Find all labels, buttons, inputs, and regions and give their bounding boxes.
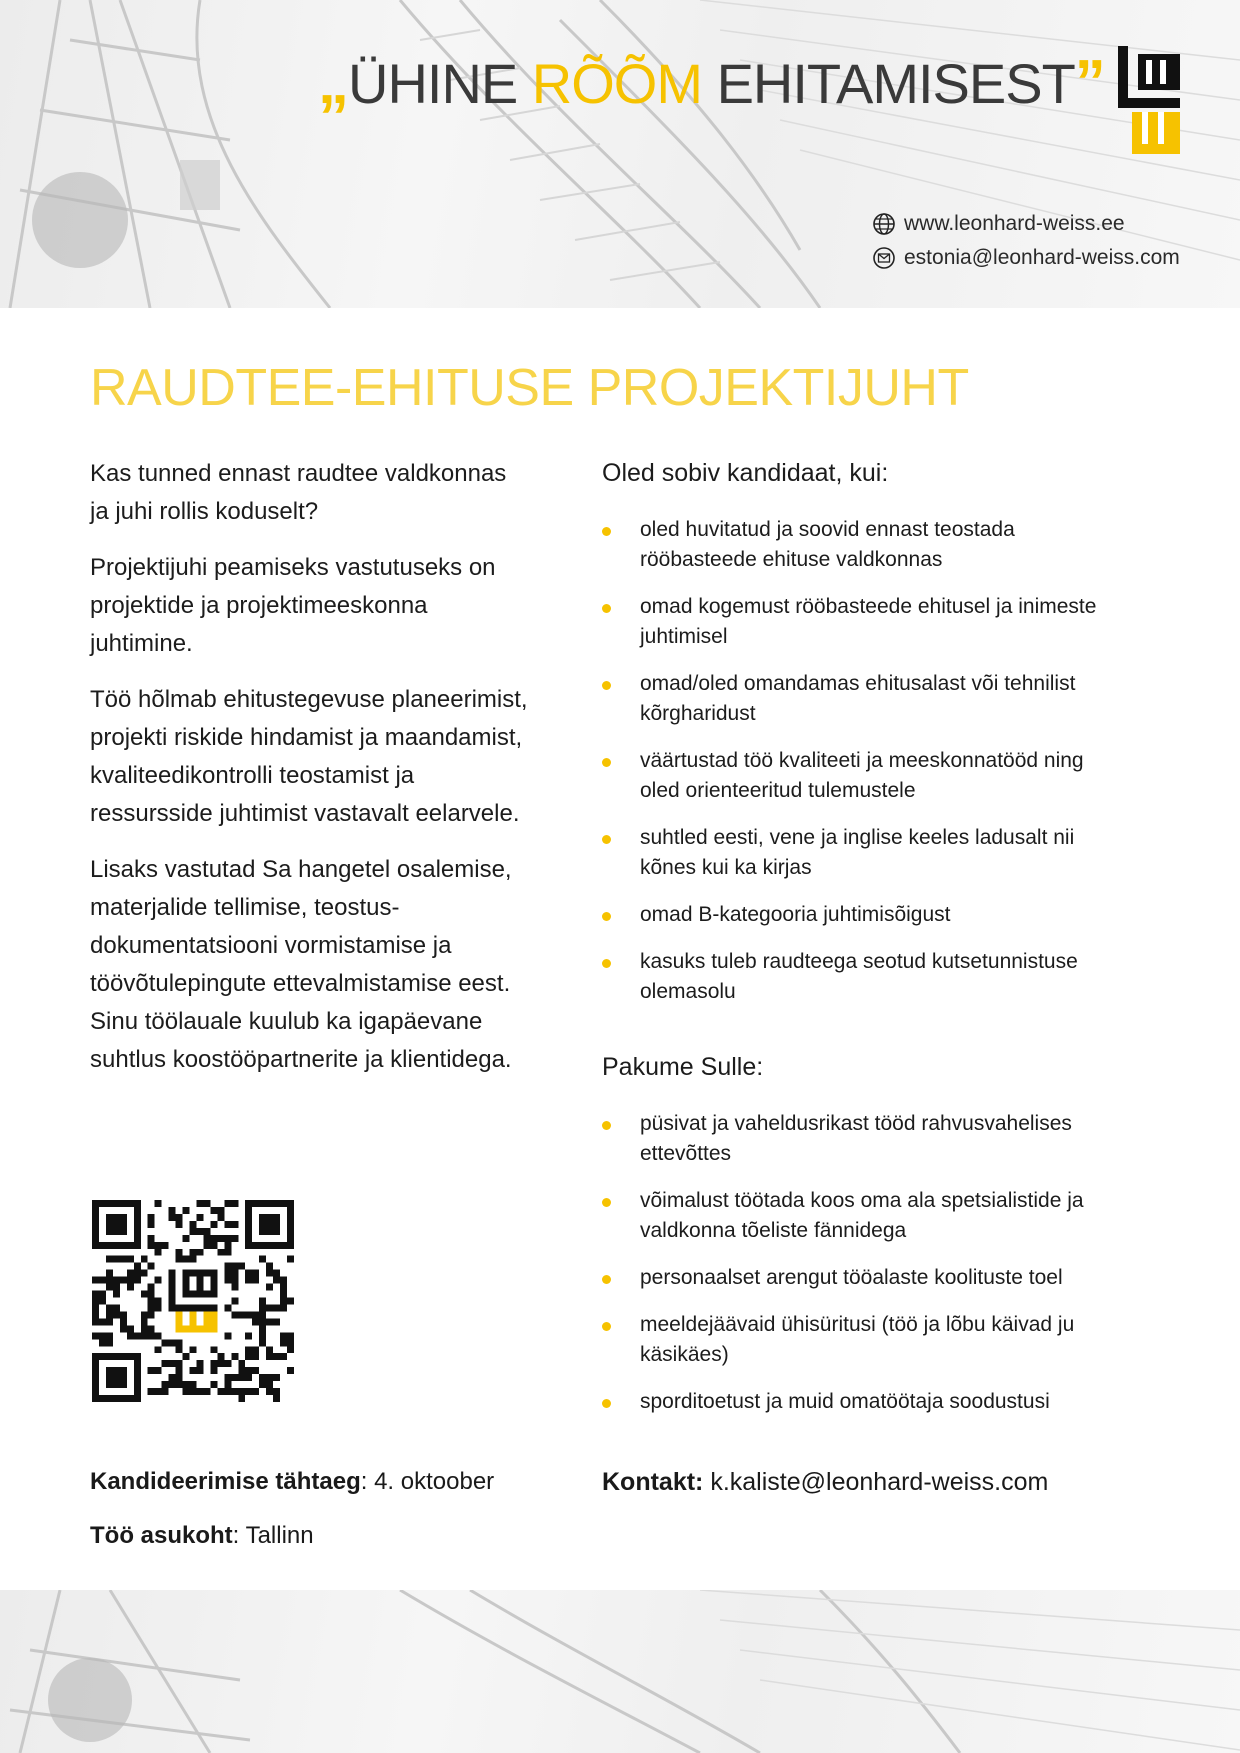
intro-paragraph: Töö hõlmab ehitustegevuse planeerimist, projekti riskide hindamist ja maandamist, kvaliteedikontrolli teostamist ja ressursside juhtimist vastavalt eelarvele. <box>90 686 528 827</box>
list-item-text: oled huvitatud ja soovid ennast teostada rööbasteede ehituse valdkonnas <box>640 518 1015 571</box>
company-logo <box>1118 46 1180 154</box>
list-item <box>602 900 1122 930</box>
bullet-icon <box>602 527 611 536</box>
footer-background-sketch <box>0 1590 1240 1753</box>
list-item <box>602 669 1122 729</box>
offer-list <box>602 1109 1122 1417</box>
slogan <box>318 48 1105 119</box>
bullet-icon <box>602 1121 611 1130</box>
list-item <box>602 1109 1122 1169</box>
contact-label: Kontakt: <box>602 1468 704 1496</box>
application-deadline <box>90 1468 494 1496</box>
mail-icon <box>872 246 896 270</box>
list-item-text: omad/oled omandamas ehitusalast või tehnilist kõrgharidust <box>640 672 1076 725</box>
intro-paragraph: Kas tunned ennast raudtee valdkonnas ja juhi rollis koduselt? <box>90 460 507 525</box>
bullet-icon <box>602 681 611 690</box>
deadline-label: Kandideerimise tähtaeg <box>90 1468 361 1495</box>
job-description <box>90 455 530 1097</box>
list-item-text: omad B-kategooria juhtimisõigust <box>640 903 951 926</box>
bullet-icon <box>602 758 611 767</box>
offer-heading: Pakume Sulle: <box>602 1053 764 1081</box>
list-item-text: personaalset arengut tööalaste koolituste toel <box>640 1266 1063 1289</box>
bullet-icon <box>602 1275 611 1284</box>
slogan-close-quote: ” <box>1074 48 1105 117</box>
slogan-highlight: RÕÕM <box>531 52 703 115</box>
list-item-text: sporditoetust ja muid omatöötaja soodustusi <box>640 1390 1050 1413</box>
email-link[interactable]: estonia@leonhard-weiss.com <box>904 246 1180 269</box>
location-label: Töö asukoht <box>90 1522 233 1549</box>
list-item <box>602 823 1122 883</box>
contact-email-link[interactable]: k.kaliste@leonhard-weiss.com <box>703 1468 1049 1496</box>
job-title: RAUDTEE-EHITUSE PROJEKTIJUHT <box>90 359 969 417</box>
list-item-text: võimalust töötada koos oma ala spetsialistide ja valdkonna tõeliste fännidega <box>640 1189 1084 1242</box>
requirements-list <box>602 515 1122 1007</box>
intro-paragraph: Projektijuhi peamiseks vastutuseks on projektide ja projektimeeskonna juhtimine. <box>90 554 496 657</box>
list-item <box>602 1310 1122 1370</box>
list-item <box>602 746 1122 806</box>
bullet-icon <box>602 604 611 613</box>
slogan-part1: ÜHINE <box>348 52 532 115</box>
qr-code[interactable] <box>92 1200 294 1402</box>
list-item <box>602 1387 1122 1417</box>
website-link[interactable]: www.leonhard-weiss.ee <box>904 212 1125 235</box>
website-line[interactable] <box>872 212 1125 236</box>
list-item <box>602 947 1122 1007</box>
list-item <box>602 1186 1122 1246</box>
list-item <box>602 1263 1122 1293</box>
slogan-open-quote: „ <box>318 48 348 117</box>
list-item-text: väärtustad töö kvaliteeti ja meeskonnatööd ning oled orienteeritud tulemustele <box>640 749 1084 802</box>
bullet-icon <box>602 912 611 921</box>
bullet-icon <box>602 835 611 844</box>
deadline-value: : 4. oktoober <box>360 1468 495 1495</box>
list-item-text: püsivat ja vaheldusrikast tööd rahvusvahelises ettevõttes <box>640 1112 1072 1165</box>
requirements-and-offer <box>602 455 1122 1434</box>
list-item <box>602 515 1122 575</box>
bullet-icon <box>602 1198 611 1207</box>
list-item <box>602 592 1122 652</box>
bullet-icon <box>602 959 611 968</box>
requirements-heading: Oled sobiv kandidaat, kui: <box>602 459 889 487</box>
location-value: : Tallinn <box>232 1522 314 1549</box>
contact-person[interactable] <box>602 1468 1048 1497</box>
job-location <box>90 1522 314 1550</box>
intro-paragraph: Lisaks vastutad Sa hangetel osalemise, materjalide tellimise, teostus-dokumentatsiooni vormistamise ja töövõtulepingute ettevalmistamise eest. Sinu töölauale kuulub ka igapäevane suhtlus koostööpartnerite ja klientidega. <box>90 856 512 1073</box>
bullet-icon <box>602 1399 611 1408</box>
list-item-text: meeldejäävaid ühisüritusi (töö ja lõbu käivad ju käsikäes) <box>640 1313 1075 1366</box>
email-line[interactable] <box>872 246 1180 270</box>
list-item-text: suhtled eesti, vene ja inglise keeles ladusalt nii kõnes kui ka kirjas <box>640 826 1075 879</box>
slogan-part2: EHITAMISEST <box>702 52 1075 115</box>
globe-icon <box>872 212 896 236</box>
list-item-text: omad kogemust rööbasteede ehitusel ja inimeste juhtimisel <box>640 595 1097 648</box>
list-item-text: kasuks tuleb raudteega seotud kutsetunnistuse olemasolu <box>640 950 1078 1003</box>
bullet-icon <box>602 1322 611 1331</box>
